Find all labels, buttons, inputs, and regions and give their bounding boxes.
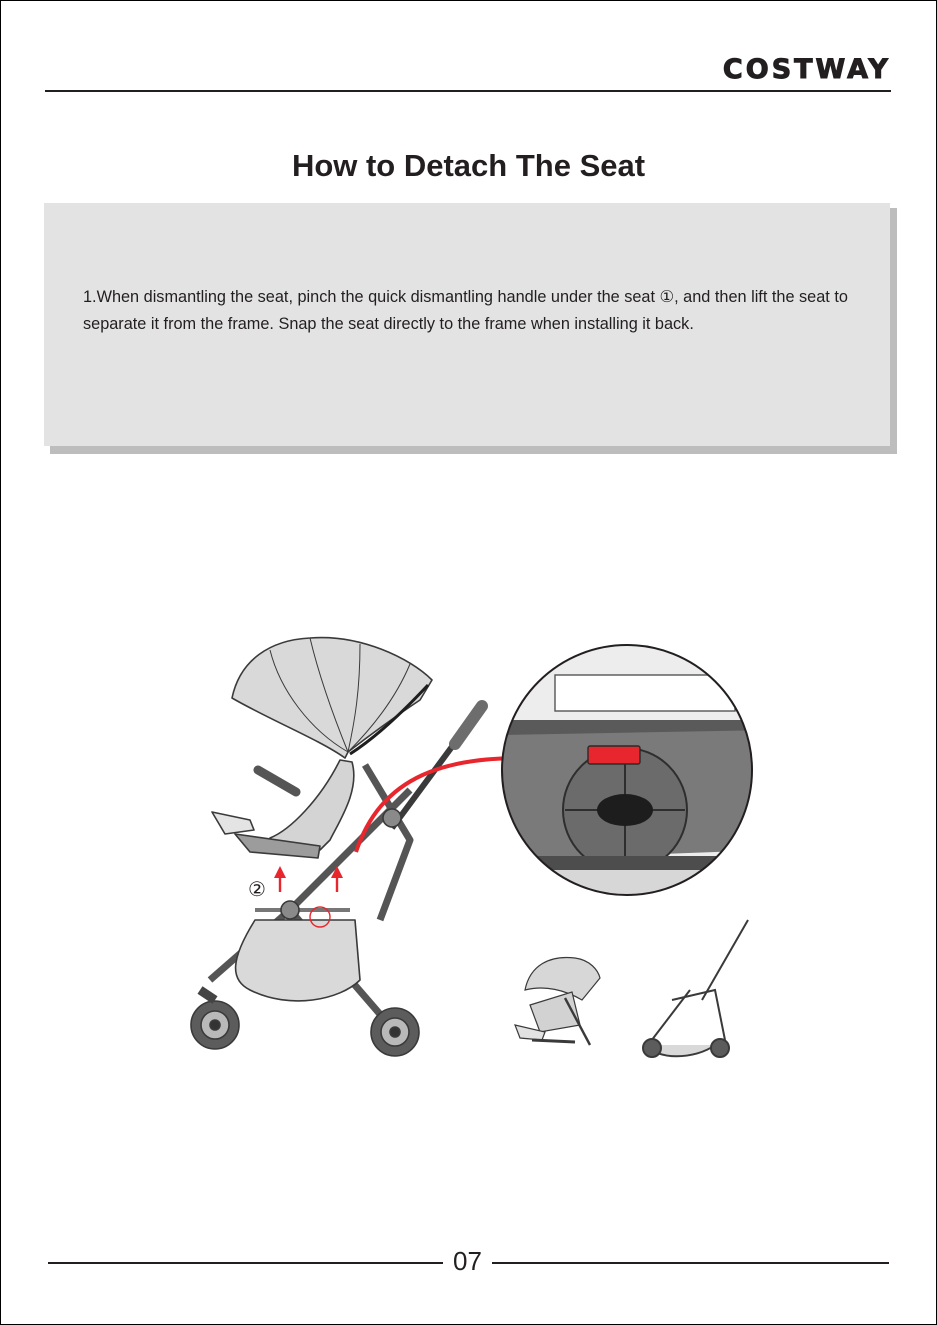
- stroller-illustration: [170, 620, 790, 1070]
- header-divider: [45, 90, 891, 92]
- quick-release-handle: [588, 746, 640, 764]
- basket: [236, 920, 360, 1001]
- detached-seat-drawing: [515, 957, 600, 1045]
- seat-body: [270, 760, 354, 851]
- page-number: 07: [453, 1246, 482, 1276]
- instruction-text: 1.When dismantling the seat, pinch the quick dismantling handle under the seat ①, and then lift the seat to separate it from the frame. Snap the seat directly to the frame when installing it back.: [83, 288, 848, 333]
- footer-divider-left: [48, 1262, 443, 1264]
- page-title: How to Detach The Seat: [291, 148, 646, 183]
- canopy: [232, 638, 432, 758]
- brand-logo: COSTWAY: [722, 54, 891, 85]
- frame-only-drawing: [643, 920, 748, 1057]
- rear-wheel: [371, 1008, 419, 1056]
- front-wheel: [191, 990, 239, 1049]
- callout-marker-2: ②: [248, 877, 266, 901]
- main-stroller-drawing: [191, 638, 482, 1056]
- footer-divider-right: [492, 1262, 889, 1264]
